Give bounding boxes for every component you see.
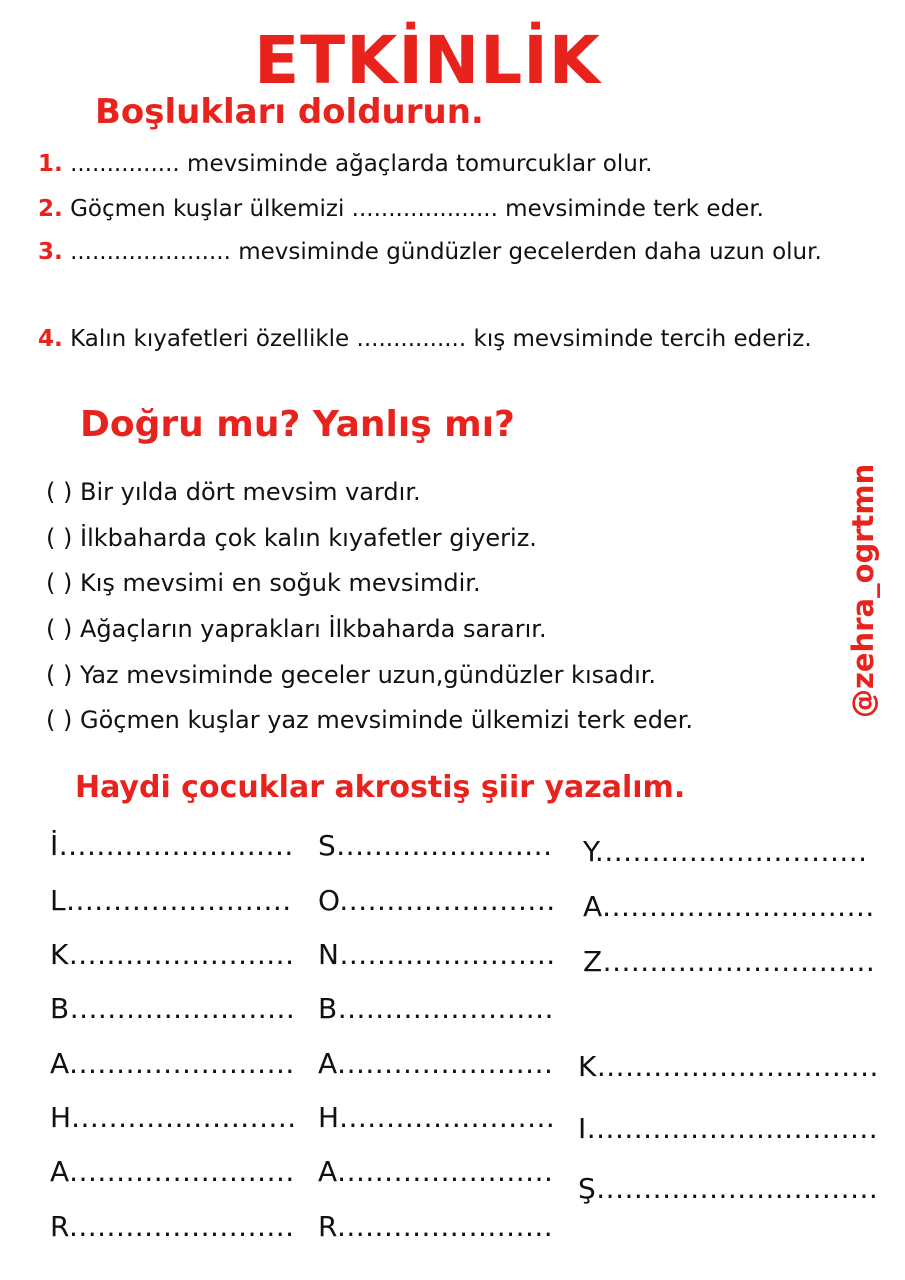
fill-blank-item-4	[38, 318, 863, 361]
item-text: Göçmen kuşlar ülkemizi .................... mevsiminde terk eder.	[70, 196, 764, 222]
acrostic-line: Ş..............................	[578, 1172, 879, 1205]
item-number: 4.	[38, 326, 63, 352]
acrostic-line: K..............................	[578, 1050, 879, 1083]
acrostic-line: İ.........................	[50, 829, 294, 862]
acrostic-line: Y.............................	[583, 835, 868, 868]
acrostic-line: A........................	[50, 1155, 295, 1188]
item-number: 2.	[38, 196, 63, 222]
acrostic-line: N.......................	[318, 938, 556, 971]
true-false-item: ( ) Göçmen kuşlar yaz mevsiminde ülkemizi terk eder.	[46, 706, 693, 734]
acrostic-line: H.......................	[318, 1101, 556, 1134]
acrostic-line: R........................	[50, 1210, 295, 1243]
acrostic-line: A.......................	[318, 1155, 554, 1188]
true-false-item: ( ) Bir yılda dört mevsim vardır.	[46, 478, 421, 506]
acrostic-heading: Haydi çocuklar akrostiş şiir yazalım.	[75, 770, 686, 805]
item-number: 3.	[38, 239, 63, 265]
fill-blanks-heading: Boşlukları doldurun.	[95, 92, 484, 132]
acrostic-line: A........................	[50, 1047, 295, 1080]
true-false-item: ( ) İlkbaharda çok kalın kıyafetler giyeriz.	[46, 524, 537, 552]
item-text: ............... mevsiminde ağaçlarda tomurcuklar olur.	[70, 151, 653, 177]
item-text: ...................... mevsiminde gündüzler gecelerden daha uzun olur.	[70, 239, 822, 265]
acrostic-line: H........................	[50, 1101, 297, 1134]
acrostic-line: B........................	[50, 992, 296, 1025]
true-false-item: ( ) Kış mevsimi en soğuk mevsimdir.	[46, 569, 481, 597]
acrostic-line: S.......................	[318, 829, 553, 862]
acrostic-line: Z.............................	[583, 945, 876, 978]
item-text: Kalın kıyafetleri özellikle ............... kış mevsiminde tercih ederiz.	[70, 326, 812, 352]
true-false-heading: Doğru mu? Yanlış mı?	[80, 404, 515, 445]
true-false-item: ( ) Yaz mevsiminde geceler uzun,gündüzler kısadır.	[46, 661, 657, 689]
acrostic-line: B.......................	[318, 992, 554, 1025]
true-false-item: ( ) Ağaçların yaprakları İlkbaharda sararır.	[46, 615, 547, 643]
page-title: ETKİNLİK	[254, 22, 601, 99]
acrostic-line: A.............................	[583, 890, 875, 923]
fill-blank-item-1	[38, 143, 863, 186]
acrostic-line: L........................	[50, 884, 292, 917]
acrostic-line: I...............................	[578, 1112, 879, 1145]
acrostic-line: O.......................	[318, 884, 556, 917]
author-watermark: @zehra_ogrtmn	[846, 463, 880, 718]
item-number: 1.	[38, 151, 63, 177]
acrostic-line: K........................	[50, 938, 295, 971]
acrostic-line: A.......................	[318, 1047, 554, 1080]
fill-blank-item-3	[38, 231, 863, 274]
fill-blank-item-2	[38, 188, 863, 231]
acrostic-line: R.......................	[318, 1210, 554, 1243]
